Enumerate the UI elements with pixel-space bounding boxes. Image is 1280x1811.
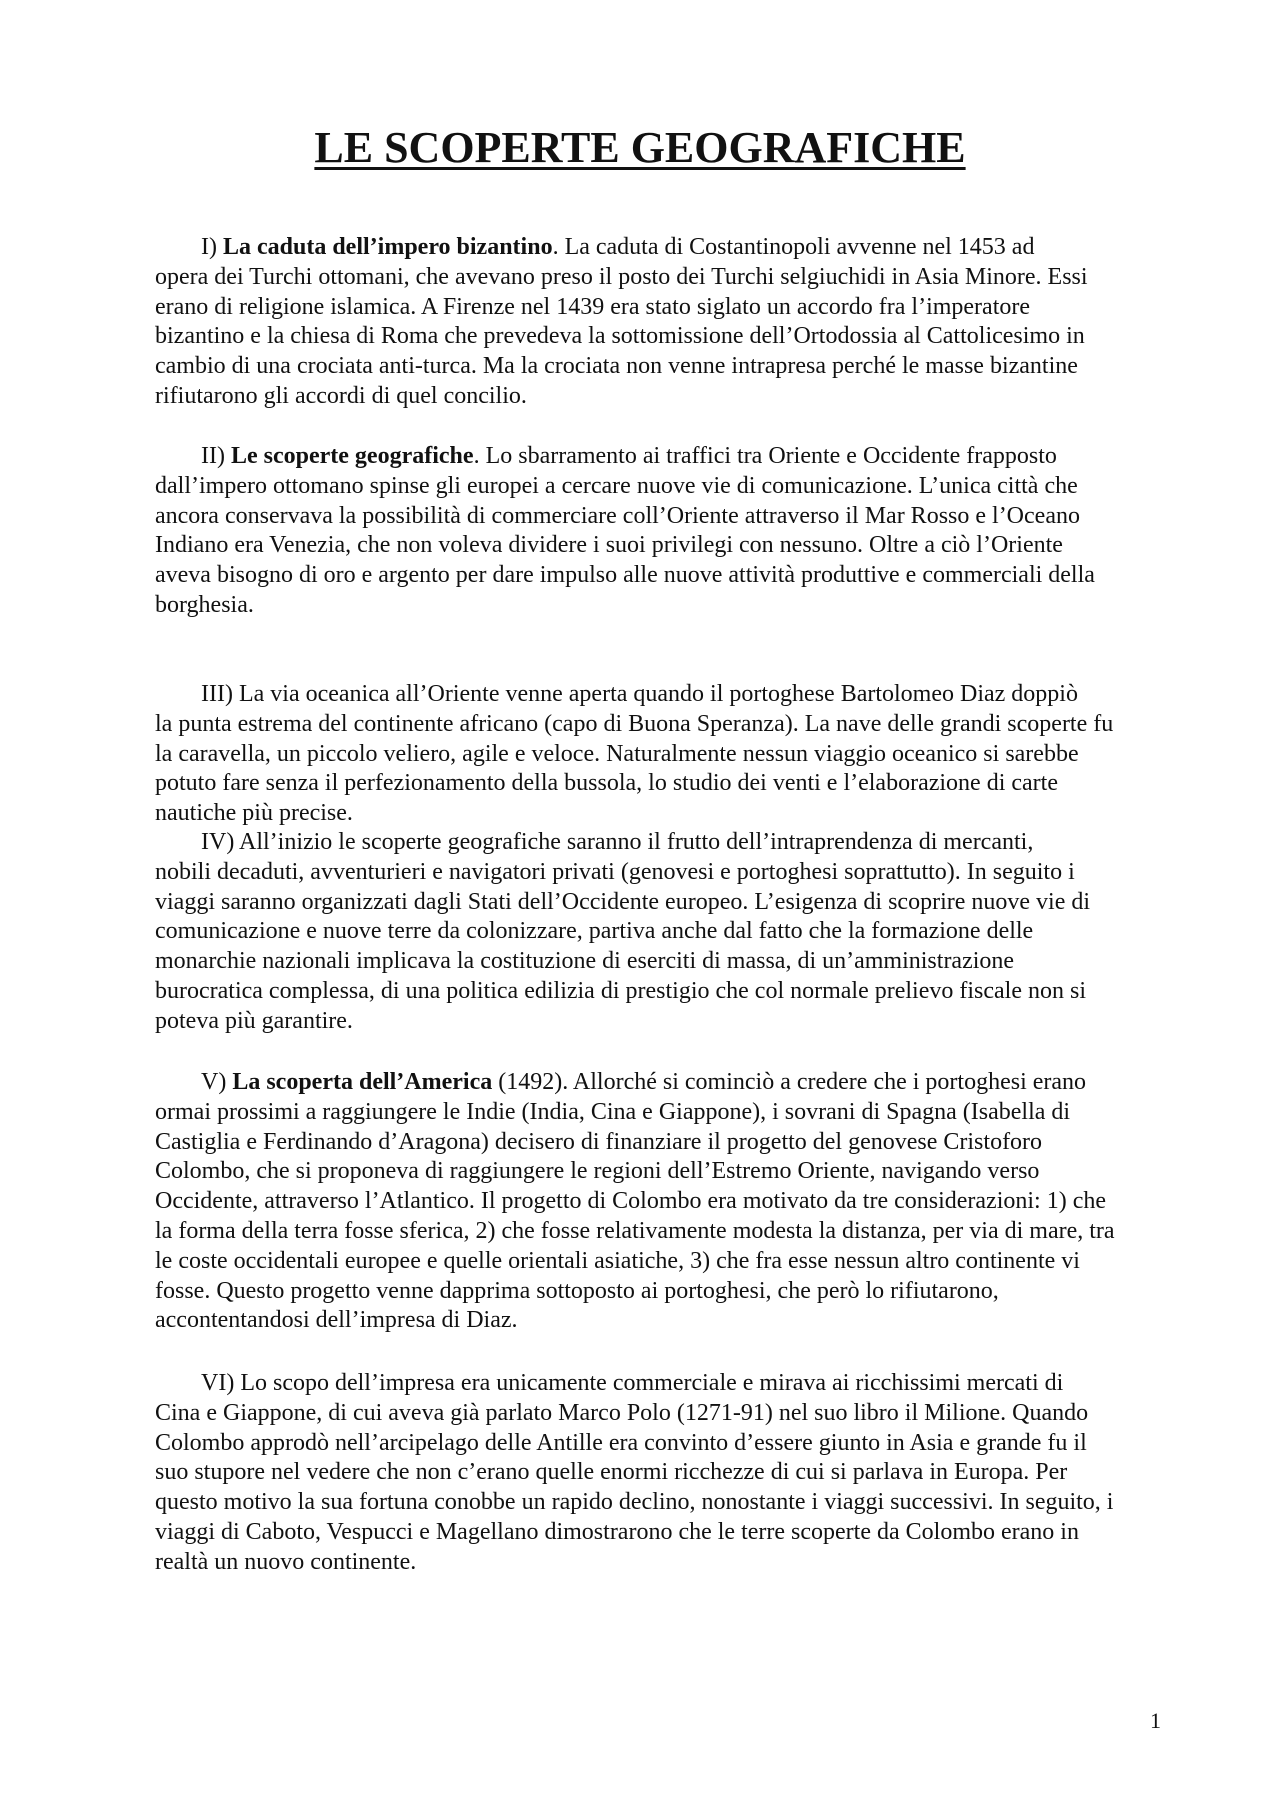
paragraph-text: V) — [201, 1069, 233, 1095]
paragraph-first-line — [155, 442, 1185, 472]
paragraph-line: ancora conservava la possibilità di commerciare coll’Oriente attraverso il Mar Rosso e l’Oceano — [155, 502, 1080, 529]
paragraph-heading: La scoperta dell’America — [232, 1069, 493, 1095]
paragraph-line: borghesia. — [155, 591, 254, 618]
paragraph-line: ormai prossimi a raggiungere le Indie (India, Cina e Giappone), i sovrani di Spagna (Isabella di — [155, 1098, 1071, 1125]
paragraph-text: VI) Lo scopo dell’impresa era unicamente commerciale e mirava ai ricchissimi mercati di — [201, 1370, 1064, 1396]
paragraph-line: le coste occidentali europee e quelle orientali asiatiche, 3) che fra esse nessun altro continente vi — [155, 1247, 1080, 1274]
paragraph-first-line — [155, 680, 1185, 710]
paragraph-first-line — [155, 828, 1185, 858]
paragraph-first-line — [155, 1369, 1185, 1399]
paragraph-line: dall’impero ottomano spinse gli europei a cercare nuove vie di comunicazione. L’unica città che — [155, 472, 1078, 499]
paragraph-line: la forma della terra fosse sferica, 2) che fosse relativamente modesta la distanza, per via di mare, tra — [155, 1217, 1115, 1244]
paragraph-line: potuto fare senza il perfezionamento della bussola, lo studio dei venti e l’elaborazione di carte — [155, 770, 1058, 797]
paragraph-first-line — [155, 1068, 1185, 1098]
paragraph-line: Colombo approdò nell’arcipelago delle Antille era convinto d’essere giunto in Asia e grande fu il — [155, 1429, 1087, 1456]
paragraph-text: . Lo sbarramento ai traffici tra Oriente e Occidente frapposto — [473, 443, 1057, 469]
paragraph-3 — [155, 680, 1185, 829]
paragraph-line: realtà un nuovo continente. — [155, 1548, 417, 1575]
paragraph-line: comunicazione e nuove terre da colonizzare, partiva anche dal fatto che la formazione delle — [155, 918, 1034, 945]
paragraph-line: la punta estrema del continente africano (capo di Buona Speranza). La nave delle grandi scoperte fu — [155, 710, 1114, 737]
paragraph-text: III) La via oceanica all’Oriente venne aperta quando il portoghese Bartolomeo Diaz doppiò — [201, 681, 1078, 707]
paragraph-line: rifiutarono gli accordi di quel concilio. — [155, 382, 527, 409]
paragraph-line: fosse. Questo progetto venne dapprima sottoposto ai portoghesi, che però lo rifiutarono, — [155, 1277, 999, 1304]
paragraph-line: viaggi di Caboto, Vespucci e Magellano dimostrarono che le terre scoperte da Colombo erano in — [155, 1518, 1079, 1545]
paragraph-line: burocratica complessa, di una politica edilizia di prestigio che col normale prelievo fiscale non si — [155, 977, 1087, 1004]
paragraph-line: poteva più garantire. — [155, 1007, 353, 1034]
paragraph-line: cambio di una crociata anti-turca. Ma la crociata non venne intrapresa perché le masse bizantine — [155, 353, 1078, 380]
paragraph-line: la caravella, un piccolo veliero, agile e veloce. Naturalmente nessun viaggio oceanico si sarebbe — [155, 740, 1079, 767]
paragraph-text: (1492). Allorché si cominciò a credere che i portoghesi erano — [492, 1069, 1087, 1095]
paragraph-heading: Le scoperte geografiche — [230, 443, 474, 469]
paragraph-line: Occidente, attraverso l’Atlantico. Il progetto di Colombo era motivato da tre considerazioni: 1) che — [155, 1188, 1107, 1215]
paragraph-line: nobili decaduti, avventurieri e navigatori privati (genovesi e portoghesi soprattutto). In seguito i — [155, 858, 1075, 885]
paragraph-line: erano di religione islamica. A Firenze nel 1439 era stato siglato un accordo fra l’imperatore — [155, 293, 1031, 320]
paragraph-text: IV) All’inizio le scoperte geografiche saranno il frutto dell’intraprendenza di mercanti, — [201, 829, 1034, 855]
paragraph-line: bizantino e la chiesa di Roma che prevedeva la sottomissione dell’Ortodossia al Cattolicesimo in — [155, 323, 1085, 350]
paragraph-4 — [155, 828, 1185, 1037]
paragraph-text: . La caduta di Costantinopoli avvenne nel 1453 ad — [552, 234, 1035, 260]
paragraph-line: Cina e Giappone, di cui aveva già parlato Marco Polo (1271-91) nel suo libro il Milione. Quando — [155, 1399, 1089, 1426]
paragraph-first-line — [155, 233, 1185, 263]
page-title — [0, 118, 1280, 178]
page-number: 1 — [1150, 1708, 1161, 1733]
paragraph-line: Castiglia e Ferdinando d’Aragona) decisero di finanziare il progetto del genovese Cristoforo — [155, 1128, 1043, 1155]
paragraph-line: opera dei Turchi ottomani, che avevano preso il posto dei Turchi selgiuchidi in Asia Minore. Essi — [155, 263, 1088, 290]
paragraph-line: aveva bisogno di oro e argento per dare impulso alle nuove attività produttive e commerciali della — [155, 562, 1095, 589]
paragraph-5 — [155, 1068, 1185, 1336]
paragraph-line: questo motivo la sua fortuna conobbe un rapido declino, nonostante i viaggi successivi. In seguito, i — [155, 1489, 1114, 1516]
paragraph-1 — [155, 233, 1185, 412]
paragraph-line: suo stupore nel vedere che non c’erano quelle enormi ricchezze di cui si parlava in Europa. Per — [155, 1459, 1068, 1486]
paragraph-line: nautiche più precise. — [155, 800, 353, 827]
paragraph-6 — [155, 1369, 1185, 1578]
paragraph-text: I) — [201, 234, 223, 260]
paragraph-line: accontentandosi dell’impresa di Diaz. — [155, 1307, 518, 1334]
paragraph-line: monarchie nazionali implicava la costituzione di eserciti di massa, di un’amministrazione — [155, 948, 1015, 975]
paragraph-line: viaggi saranno organizzati dagli Stati dell’Occidente europeo. L’esigenza di scoprire nuove vie di — [155, 888, 1091, 915]
paragraph-heading: La caduta dell’impero bizantino — [222, 234, 553, 260]
paragraph-text: II) — [201, 443, 231, 469]
title-text: LE SCOPERTE GEOGRAFICHE — [314, 123, 966, 172]
paragraph-2 — [155, 442, 1185, 621]
paragraph-line: Indiano era Venezia, che non voleva dividere i suoi privilegi con nessuno. Oltre a ciò l’Oriente — [155, 532, 1063, 559]
paragraph-line: Colombo, che si proponeva di raggiungere le regioni dell’Estremo Oriente, navigando verso — [155, 1158, 1040, 1185]
